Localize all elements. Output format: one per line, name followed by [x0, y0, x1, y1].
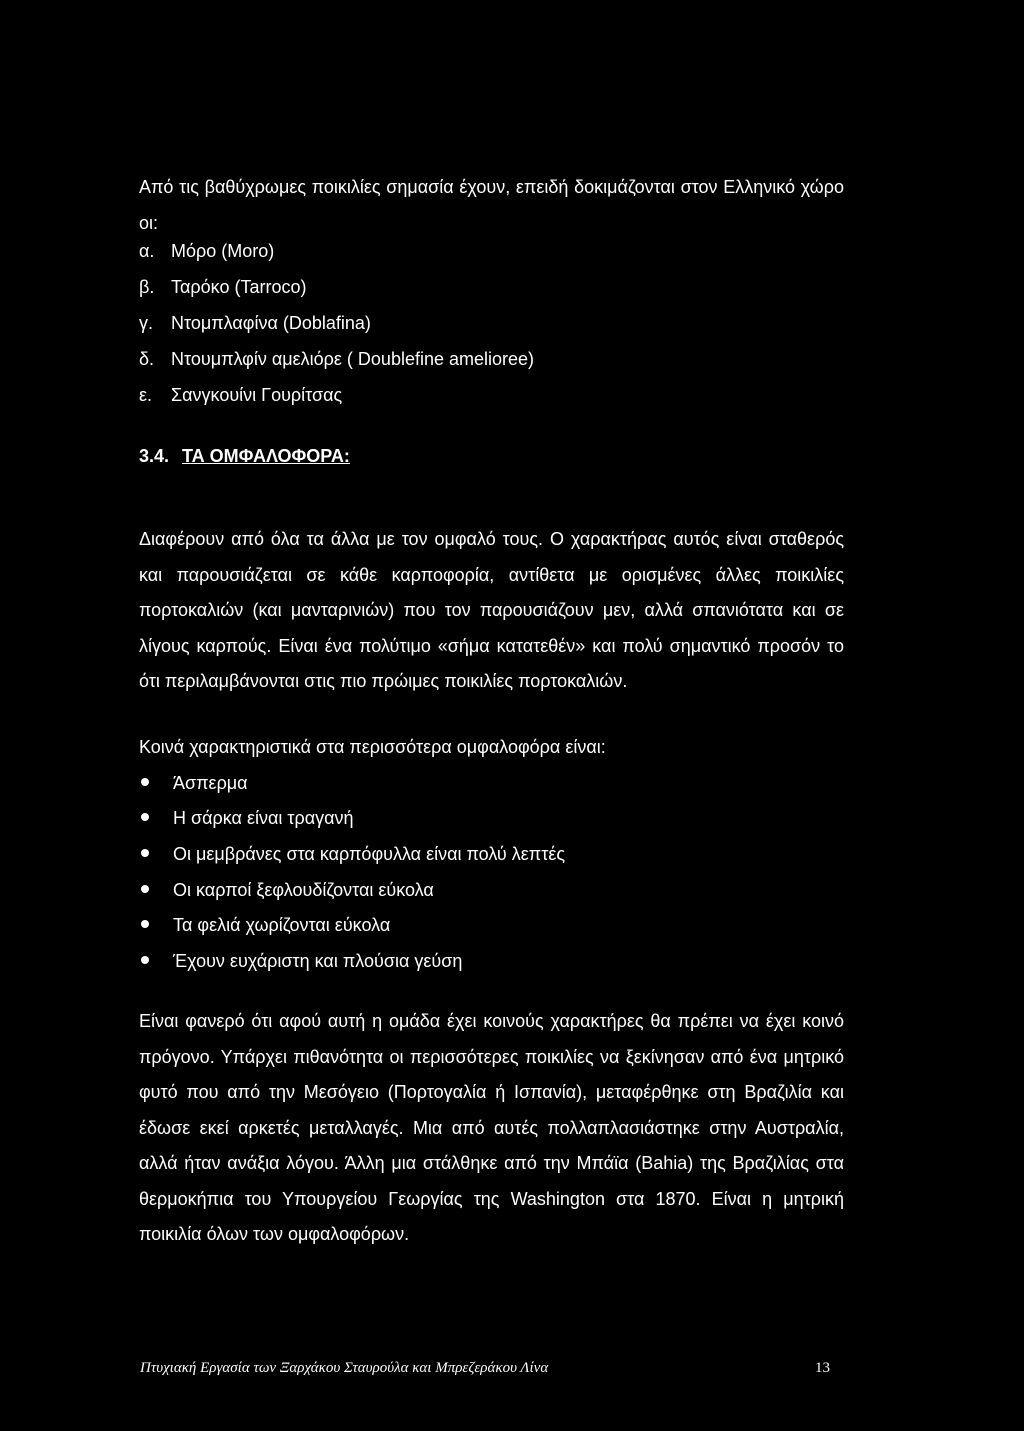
list-item-text: Οι καρποί ξεφλουδίζονται εύκολα	[173, 880, 434, 900]
list-item	[139, 234, 274, 269]
list-marker: β.	[139, 277, 155, 297]
list-item	[139, 342, 534, 377]
page-footer	[140, 1360, 830, 1377]
bullet-icon	[141, 849, 149, 857]
section-title: ΤΑ ΟΜΦΑΛΟΦΟΡΑ:	[182, 446, 350, 466]
bullet-icon	[141, 778, 149, 786]
list-item-text: Άσπερμα	[173, 773, 248, 793]
list-item-text: Ντομπλαφίνα (Doblafina)	[171, 313, 371, 333]
list-item-text: Οι μεμβράνες στα καρπόφυλλα είναι πολύ λεπτές	[173, 844, 566, 864]
list-marker: δ.	[139, 349, 155, 369]
bullet-icon	[141, 920, 149, 928]
list-item-text: Τα φελιά χωρίζονται εύκολα	[173, 915, 391, 935]
section-heading	[139, 446, 350, 467]
list-item	[141, 873, 434, 908]
list-marker: γ.	[139, 313, 154, 333]
list-item	[139, 270, 306, 305]
list-marker: ε.	[139, 385, 153, 405]
list-item	[141, 766, 248, 801]
list-item-text: Μόρο (Moro)	[171, 241, 275, 261]
paragraph-origin: Είναι φανερό ότι αφού αυτή η ομάδα έχει κοινούς χαρακτήρες θα πρέπει να έχει κοινό πρόγονο. Υπάρχει πιθανότητα οι περισσότερες ποικιλίες να ξεκίνησαν από ένα μητρικό φυτό που από την Μεσόγειο (Πορτογαλία ή Ισπανία), μεταφέρθηκε στη Βραζιλία και έδωσε εκεί αρκετές μεταλλαγές. Μια από αυτές πολλαπλασιάστηκε στην Αυστραλία, αλλά ήταν ανάξια λόγου. Άλλη μια στάλθηκε από την Μπάϊα (Bahia) της Βραζιλίας στα θερμοκήπια του Υπουργείου Γεωργίας της Washington στα 1870. Είναι η μητρική ποικιλία όλων των ομφαλοφόρων.	[139, 1011, 844, 1244]
list-item-text: Σανγκουίνι Γουρίτσας	[171, 385, 343, 405]
intro-paragraph: Από τις βαθύχρωμες ποικιλίες σημασία έχουν, επειδή δοκιμάζονται στον Ελληνικό χώρο οι:	[139, 177, 844, 233]
list-item-text: Έχουν ευχάριστη και πλούσια γεύση	[173, 951, 463, 971]
bullet-icon	[141, 956, 149, 964]
paragraph-omfaloforia: Διαφέρουν από όλα τα άλλα με τον ομφαλό τους. Ο χαρακτήρας αυτός είναι σταθερός και παρουσιάζεται σε κάθε καρποφορία, αντίθετα με ορισμένες άλλες ποικιλίες πορτοκαλιών (και μανταρινιών) που τον παρουσιάζουν μεν, αλλά σπανιότατα και σε λίγους καρπούς. Είναι ένα πολύτιμο «σήμα κατατεθέν» και πολύ σημαντικό προσόν το ότι περιλαμβάνονται στις πιο πρώιμες ποικιλίες πορτοκαλιών.	[139, 529, 844, 691]
list-item	[141, 944, 462, 979]
bullet-icon	[141, 813, 149, 821]
list-item-text: Ντουμπλφίν αμελιόρε ( Doublefine amelioree)	[171, 349, 535, 369]
list-item	[139, 306, 371, 341]
section-number: 3.4.	[139, 446, 170, 466]
list-item	[139, 378, 342, 413]
features-intro: Κοινά χαρακτηριστικά στα περισσότερα ομφαλοφόρα είναι:	[139, 737, 606, 757]
page-number: 13	[815, 1360, 830, 1376]
list-item	[141, 837, 565, 872]
list-item	[141, 908, 390, 943]
list-item-text: Ταρόκο (Tarroco)	[171, 277, 307, 297]
footer-text: Πτυχιακή Εργασία των Ξαρχάκου Σταυρούλα και Μπρεζεράκου Λίνα	[140, 1360, 549, 1376]
list-marker: α.	[139, 241, 155, 261]
list-item-text: Η σάρκα είναι τραγανή	[173, 808, 354, 828]
list-item	[141, 801, 354, 836]
bullet-icon	[141, 885, 149, 893]
